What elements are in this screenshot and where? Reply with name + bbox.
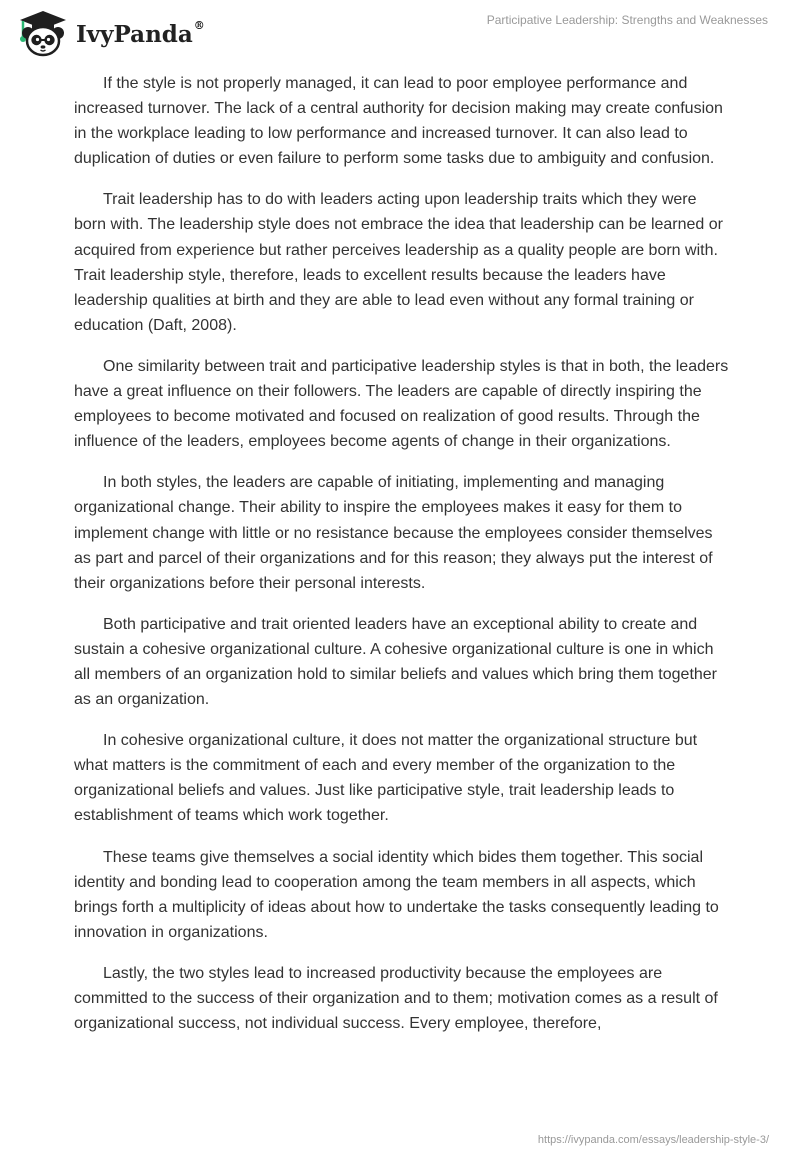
paragraph: In both styles, the leaders are capable of initiating, implementing and managing organizational change. Their ability to inspire the employees makes it easy for them to implement change with little or no resistance because the employees consider themselves as part and parcel of their organizations and for this reason; they always put the interest of their organizations before their personal interests. xyxy=(74,474,713,592)
paragraph: These teams give themselves a social identity which bides them together. This social identity and bonding lead to cooperation among the team members in all aspects, which brings forth a multiplicity of ideas about how to undertake the tasks consequently leading to innovation in organizations. xyxy=(74,848,719,941)
source-url-link[interactable]: https://ivypanda.com/essays/leadership-style-3/ xyxy=(537,1134,769,1146)
paragraph: One similarity between trait and participative leadership styles is that in both, the leaders have a great influence on their followers. The leaders are capable of directly inspiring the employees to become motivated and focused on realization of good results. Through the influence of the leaders, employees become agents of change in their organizations. xyxy=(74,357,729,451)
page-header xyxy=(0,0,800,60)
paragraph: If the style is not properly managed, it can lead to poor employee performance and increased turnover. The lack of a central authority for decision making may create confusion in the workplace leading to low performance and increased turnover. It can also lead to duplication of duties or even failure to perform some tasks due to ambiguity and confusion. xyxy=(74,75,723,168)
paragraph: In cohesive organizational culture, it does not matter the organizational structure but what matters is the commitment of each and every member of the organization to the organizational beliefs and values. Just like participative style, trait leadership leads to establishment of teams which work together. xyxy=(74,732,698,825)
panda-graduate-icon xyxy=(16,9,70,57)
paragraph: Both participative and trait oriented leaders have an exceptional ability to create and sustain a cohesive organizational culture. A cohesive organizational culture is one in which all members of an organization hold to similar beliefs and values which bring them together as an organization. xyxy=(74,615,718,709)
ivypanda-logo[interactable] xyxy=(16,9,205,57)
paragraph: Lastly, the two styles lead to increased productivity because the employees are committed to the success of their organization and to them; motivation comes as a result of organizational success, not individual success. Every employee, therefore, xyxy=(74,964,718,1033)
essay-body xyxy=(74,71,730,1052)
document-title: Participative Leadership: Strengths and Weaknesses xyxy=(486,13,768,27)
logo-wordmark: IvyPanda® xyxy=(76,18,205,48)
registered-mark: ® xyxy=(193,18,205,32)
paragraph: Trait leadership has to do with leaders acting upon leadership traits which they were born with. The leadership style does not embrace the idea that leadership can be learned or acquired from experience but rather perceives leadership as a quality people are born with. Trait leadership style, therefore, leads to excellent results because the leaders have leadership qualities at birth and they are able to lead even without any formal training or education (Daft, 2008). xyxy=(74,191,723,334)
